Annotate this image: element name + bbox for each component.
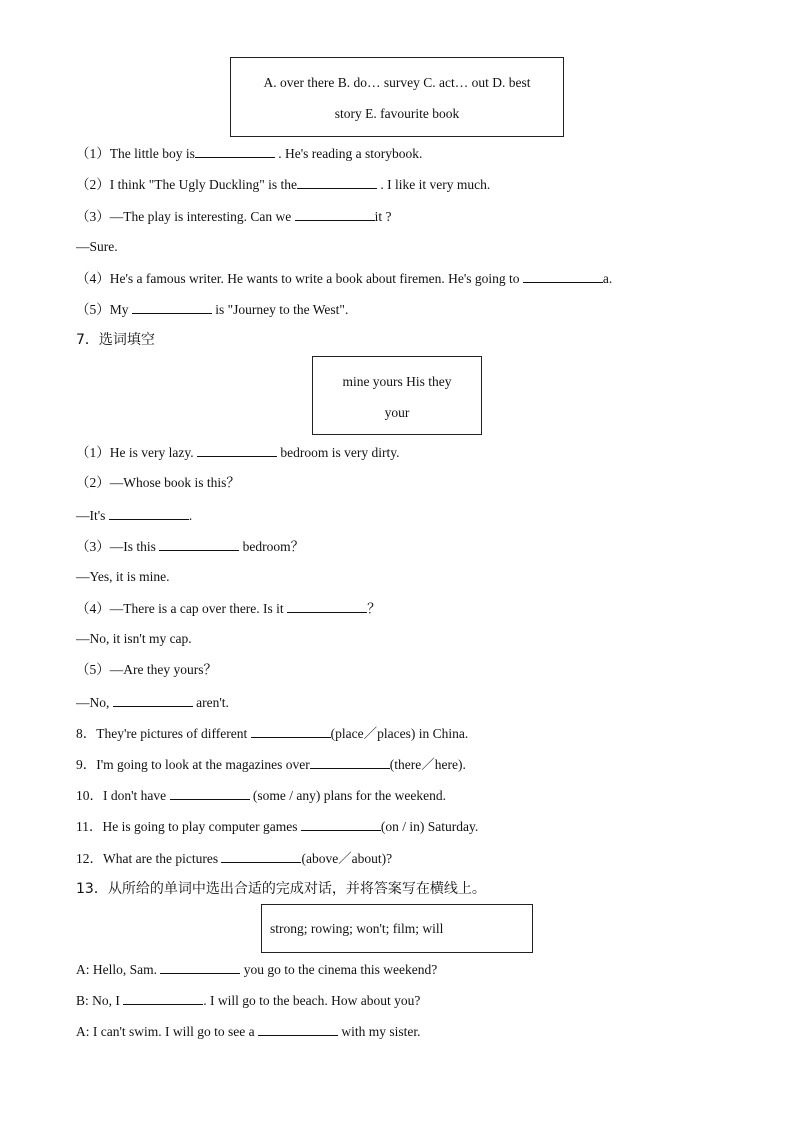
answer-line: —Sure. — [76, 239, 118, 254]
question-text: . I like it very much. — [377, 177, 491, 192]
answer-line — [76, 506, 192, 525]
answer-blank[interactable] — [113, 693, 193, 707]
question-heading — [76, 880, 486, 898]
question-text: bedroom is very dirty. — [276, 445, 400, 460]
word-box-line: story E. favourite book — [334, 106, 460, 121]
question-number: 10． — [76, 788, 103, 803]
item-number: （3） — [76, 209, 110, 224]
question-text: He's a famous writer. He wants to write a book about firemen. He's going to — [109, 271, 523, 286]
question-item — [76, 537, 304, 556]
answer-blank[interactable] — [197, 443, 277, 457]
question-number: 9． — [76, 757, 97, 772]
word-box-options — [230, 57, 564, 137]
question-12 — [76, 849, 392, 868]
dialog-line — [76, 1022, 421, 1041]
answer-blank[interactable] — [221, 849, 301, 863]
question-title: 选词填空 — [98, 332, 155, 348]
answer-blank[interactable] — [195, 144, 275, 158]
item-number: （5） — [76, 662, 110, 677]
question-text: —The play is interesting. Can we — [109, 209, 295, 224]
question-number: 12． — [76, 851, 103, 866]
question-text: —Are they yours — [109, 662, 204, 677]
question-text: (above／about)? — [301, 851, 393, 866]
question-text: I don't have — [103, 788, 170, 803]
answer-blank[interactable] — [258, 1022, 338, 1036]
answer-line: —Yes, it is mine. — [76, 569, 170, 584]
question-text: (there／here). — [389, 757, 466, 772]
item-number: （1） — [76, 445, 110, 460]
question-number: 8． — [76, 726, 97, 741]
question-item — [76, 599, 381, 618]
answer-line — [76, 693, 229, 712]
question-item — [76, 661, 217, 679]
question-text: The little boy is — [109, 146, 195, 161]
question-8 — [76, 724, 468, 743]
answer-text: —It's — [76, 508, 109, 523]
answer-blank[interactable] — [109, 506, 189, 520]
word-box-line: strong; rowing; won't; film; will — [270, 921, 444, 936]
dialog-text: you go to the cinema this weekend? — [240, 962, 438, 977]
question-text: ？ — [226, 475, 240, 490]
question-title: 从所给的单词中选出合适的完成对话，并将答案写在横线上。 — [107, 881, 486, 897]
question-item — [76, 443, 399, 462]
answer-blank[interactable] — [297, 175, 377, 189]
item-number: （2） — [76, 475, 110, 490]
item-number: （1） — [76, 146, 110, 161]
item-number: （4） — [76, 271, 110, 286]
question-text: I think "The Ugly Duckling" is the — [109, 177, 297, 192]
item-number: （4） — [76, 601, 110, 616]
question-text: (place／places) in China. — [330, 726, 469, 741]
answer-blank[interactable] — [523, 269, 603, 283]
word-box-line: A. over there B. do… survey C. act… out D. best — [263, 75, 531, 90]
answer-blank[interactable] — [159, 537, 239, 551]
question-text: a. — [602, 271, 613, 286]
question-text: . He's reading a storybook. — [274, 146, 423, 161]
answer-blank[interactable] — [251, 724, 331, 738]
question-text: bedroom？ — [239, 539, 305, 554]
question-text: ？ — [203, 662, 217, 677]
item-number: （2） — [76, 177, 110, 192]
dialog-text: . I will go to the beach. How about you? — [203, 993, 421, 1008]
question-item — [76, 474, 240, 492]
question-10 — [76, 786, 446, 805]
dialog-text: A: Hello, Sam. — [76, 962, 161, 977]
question-number: 13． — [76, 881, 108, 897]
dialog-text: A: I can't swim. I will go to see a — [76, 1024, 259, 1039]
question-number: 11． — [76, 819, 103, 834]
answer-text: —No, — [76, 695, 113, 710]
question-text: —Is this — [109, 539, 160, 554]
dialog-text: B: No, I — [76, 993, 124, 1008]
question-text: —Whose book is this — [109, 475, 227, 490]
answer-blank[interactable] — [123, 991, 203, 1005]
question-text: —There is a cap over there. Is it — [109, 601, 288, 616]
word-box-line: your — [384, 405, 410, 420]
question-text: What are the pictures — [103, 851, 222, 866]
answer-text: aren't. — [192, 695, 229, 710]
answer-blank[interactable] — [287, 599, 367, 613]
question-text: My — [109, 302, 132, 317]
question-text: ？ — [367, 601, 381, 616]
question-text: He is going to play computer games — [102, 819, 301, 834]
item-number: （5） — [76, 302, 110, 317]
question-text: They're pictures of different — [96, 726, 251, 741]
answer-blank[interactable] — [132, 300, 212, 314]
question-text: I'm going to look at the magazines over — [96, 757, 310, 772]
answer-blank[interactable] — [160, 960, 240, 974]
question-11 — [76, 817, 478, 836]
question-item — [76, 269, 612, 288]
answer-text: . — [188, 508, 193, 523]
question-item — [76, 144, 422, 163]
question-text: is "Journey to the West". — [211, 302, 349, 317]
answer-blank[interactable] — [310, 755, 390, 769]
dialog-line — [76, 960, 437, 979]
question-text: (on / in) Saturday. — [380, 819, 479, 834]
word-box-pronouns — [312, 356, 482, 435]
answer-blank[interactable] — [170, 786, 250, 800]
answer-blank[interactable] — [295, 207, 375, 221]
question-item — [76, 207, 391, 226]
word-box-dialog — [261, 904, 533, 953]
question-item — [76, 175, 490, 194]
question-number: 7． — [76, 332, 99, 348]
answer-line: —No, it isn't my cap. — [76, 631, 192, 646]
question-text: (some / any) plans for the weekend. — [249, 788, 446, 803]
question-9 — [76, 755, 466, 774]
answer-blank[interactable] — [301, 817, 381, 831]
word-box-line: mine yours His they — [342, 374, 452, 389]
dialog-text: with my sister. — [338, 1024, 421, 1039]
question-item — [76, 300, 348, 319]
question-text: it ? — [374, 209, 392, 224]
question-heading — [76, 331, 155, 349]
item-number: （3） — [76, 539, 110, 554]
question-text: He is very lazy. — [109, 445, 197, 460]
dialog-line — [76, 991, 420, 1010]
